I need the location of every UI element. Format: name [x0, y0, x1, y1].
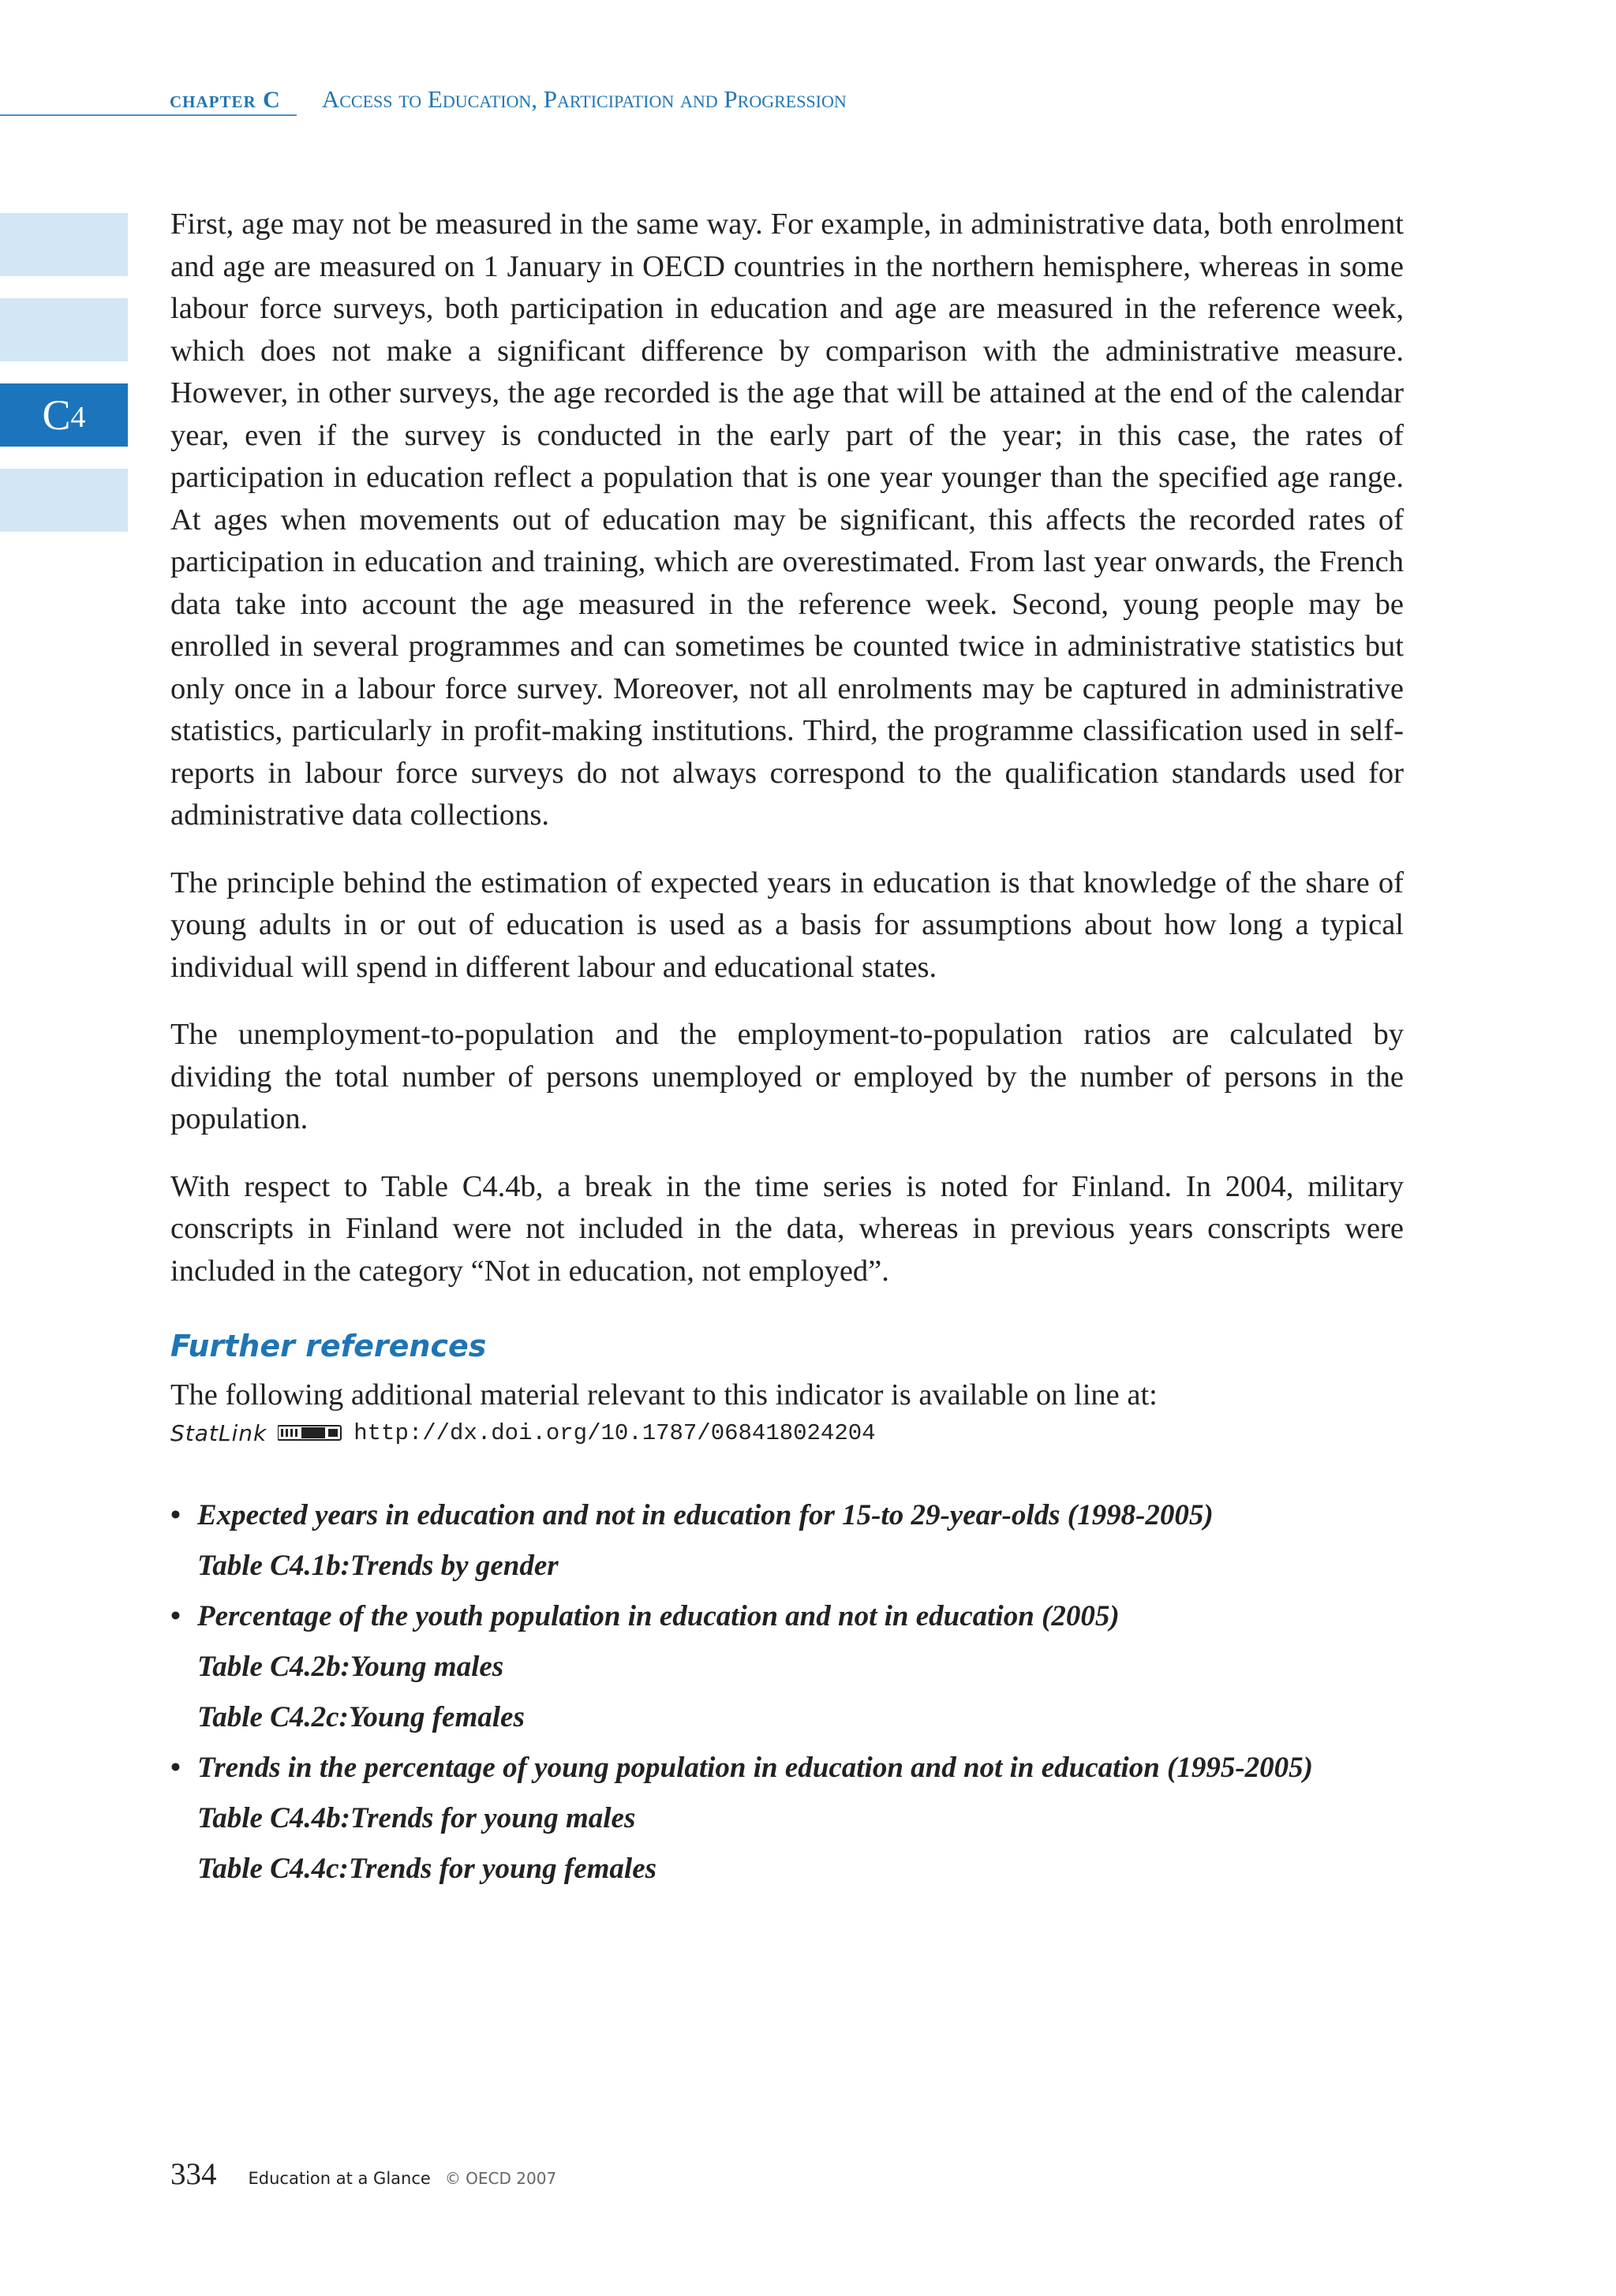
- reference-table[interactable]: Table C4.2b:Young males: [197, 1650, 504, 1683]
- bullet-icon: •: [170, 1498, 181, 1531]
- chapter-label: chapter C: [170, 87, 281, 113]
- bullet-icon: •: [170, 1751, 181, 1784]
- publication-title: Education at a Glance: [248, 2169, 431, 2188]
- side-tab-4: [0, 469, 128, 532]
- side-tab-active: [0, 383, 128, 447]
- copyright: © OECD 2007: [444, 2169, 557, 2188]
- reference-item-3: [170, 1743, 1404, 1894]
- references-list: [170, 1490, 1404, 1894]
- page-footer: [170, 2156, 556, 2192]
- statlink-label: StatLink: [170, 1419, 267, 1446]
- statlink-row: [170, 1420, 1404, 1446]
- paragraph-1: First, age may not be measured in the same way. For example, in administrative data, both enrolment and age are measured on 1 January in OECD countries in the northern hemisphere, whereas in some labour force surveys, both participation in education and age are measured in the reference week, which does not make a significant difference by comparison with the administrative measure. However, in other surveys, the age recorded is the age that will be attained at the end of the calendar year, even if the survey is conducted in the early part of the year; in this case, the rates of participation in education reflect a population that is one year younger than the specified age range. At ages when movements out of education may be significant, this affects the recorded rates of participation in education and training, which are overestimated. From last year onwards, the French data take into account the age measured in the reference week. Second, young people may be enrolled in several programmes and can sometimes be counted twice in administrative statistics but only once in a labour force survey. Moreover, not all enrolments may be captured in administrative statistics, particularly in profit-making institutions. Third, the programme classification used in self-reports in labour force surveys do not always correspond to the qualification standards used for administrative data collections.: [170, 208, 1404, 832]
- side-tab-2: [0, 298, 128, 361]
- further-references-intro: The following additional material relevant to this indicator is available on line at:: [170, 1378, 1158, 1412]
- main-content: [170, 204, 1404, 1894]
- reference-table[interactable]: Table C4.4b:Trends for young males: [197, 1801, 636, 1834]
- reference-table[interactable]: Table C4.1b:Trends by gender: [197, 1549, 559, 1582]
- statlink-logo-icon: [278, 1423, 342, 1442]
- chapter-title: Access to Education, Participation and Progression: [321, 85, 847, 113]
- reference-title[interactable]: Percentage of the youth population in education and not in education (2005): [197, 1599, 1120, 1632]
- reference-table[interactable]: Table C4.2c:Young females: [197, 1700, 525, 1733]
- paragraph-3: The unemployment-to-population and the employment-to-population ratios are calculated by dividing the total number of persons unemployed or employed by the number of persons in the population.: [170, 1018, 1404, 1135]
- reference-item-2: [170, 1591, 1404, 1743]
- paragraph-2: The principle behind the estimation of expected years in education is that knowledge of the share of young adults in or out of education is used as a basis for assumptions about how long a typical individual will spend in different labour and educational states.: [170, 866, 1404, 984]
- header-rule: [0, 114, 297, 116]
- page-number: 334: [170, 2157, 217, 2191]
- reference-item-1: [170, 1490, 1404, 1591]
- reference-table[interactable]: Table C4.4c:Trends for young females: [197, 1852, 657, 1885]
- reference-title[interactable]: Trends in the percentage of young population in education and not in education (1995-2005): [197, 1751, 1313, 1784]
- running-header: [170, 85, 847, 114]
- further-references-heading: Further references: [170, 1329, 487, 1363]
- side-tab-number: 4: [70, 401, 86, 434]
- reference-title[interactable]: Expected years in education and not in education for 15-to 29-year-olds (1998-2005): [197, 1498, 1214, 1531]
- side-tab-1: [0, 213, 128, 276]
- statlink-url-link[interactable]: http://dx.doi.org/10.1787/068418024204: [354, 1419, 876, 1446]
- bullet-icon: •: [170, 1599, 181, 1632]
- side-tab-letter: C: [42, 391, 71, 439]
- paragraph-4: With respect to Table C4.4b, a break in the time series is noted for Finland. In 2004, military conscripts in Finland were not included in the data, whereas in previous years conscripts were included in the category “Not in education, not employed”.: [170, 1169, 1404, 1288]
